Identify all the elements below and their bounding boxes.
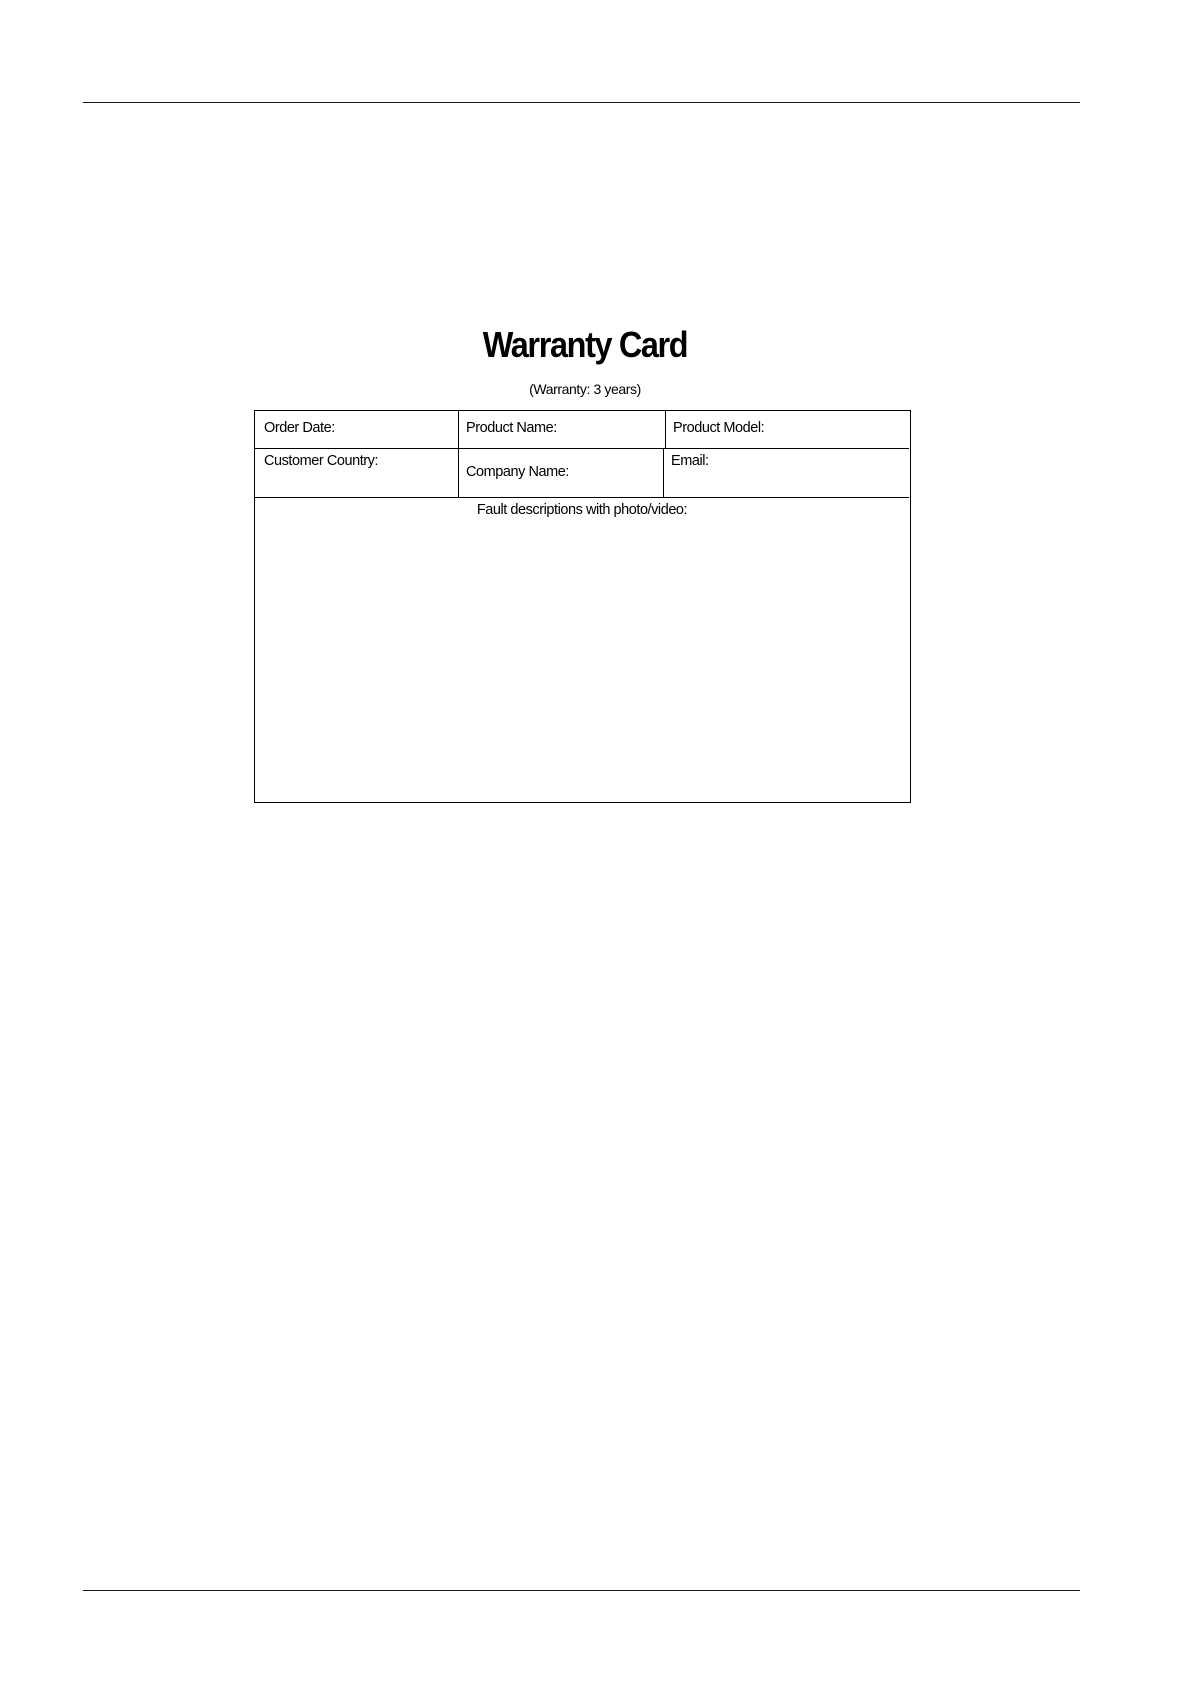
product-model-field[interactable]: Product Model: — [673, 420, 765, 436]
column-divider-2-upper — [665, 411, 666, 449]
column-divider-1 — [458, 411, 459, 498]
order-date-field[interactable]: Order Date: — [264, 420, 335, 436]
row-divider-2 — [255, 497, 909, 498]
warranty-card-table — [254, 410, 911, 803]
warranty-period-subtitle: (Warranty: 3 years) — [529, 381, 641, 397]
column-divider-2-lower — [663, 448, 664, 498]
company-name-field[interactable]: Company Name: — [466, 464, 569, 480]
header-divider — [83, 102, 1080, 103]
product-name-field[interactable]: Product Name: — [466, 420, 557, 436]
customer-country-field[interactable]: Customer Country: — [264, 453, 379, 469]
fault-description-field[interactable]: Fault descriptions with photo/video: — [476, 502, 688, 518]
footer-divider — [83, 1590, 1080, 1591]
row-divider-1 — [255, 448, 909, 449]
email-field[interactable]: Email: — [671, 453, 709, 469]
page-title: Warranty Card — [482, 324, 688, 365]
